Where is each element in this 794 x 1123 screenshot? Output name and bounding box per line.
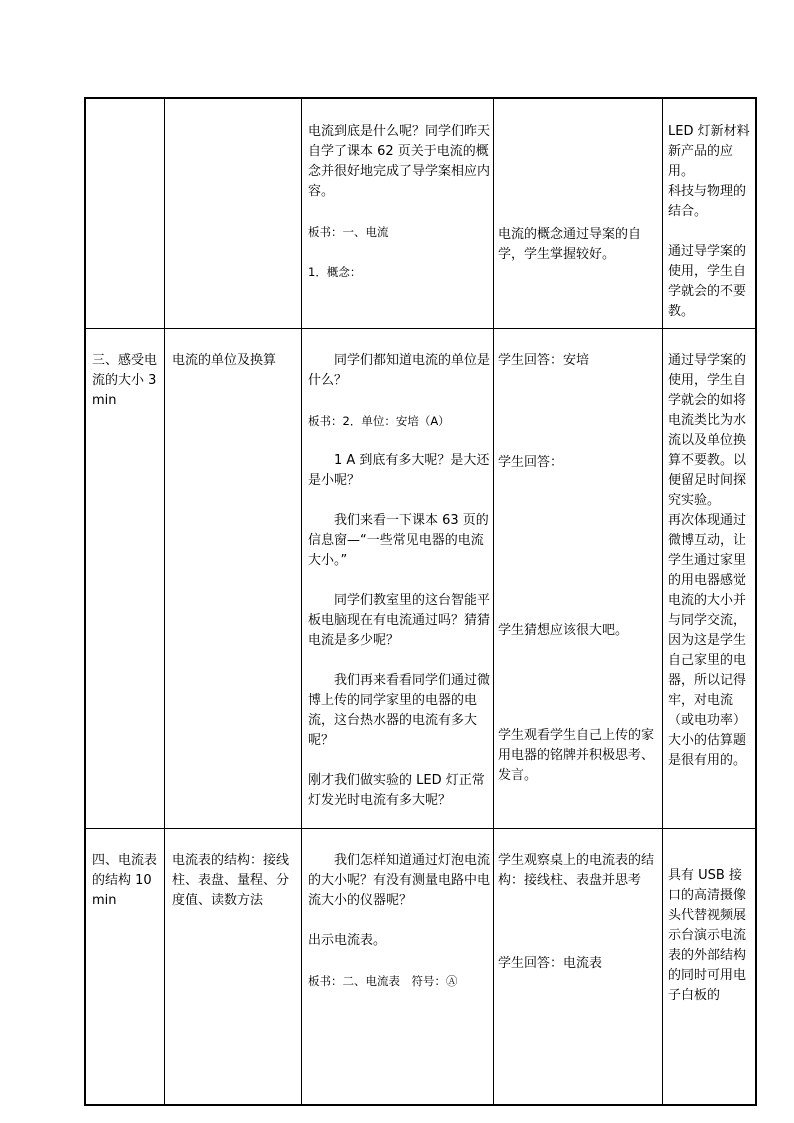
column-divider: [164, 99, 165, 1104]
row2-student-answer: [498, 433, 658, 470]
column-divider: [301, 99, 302, 1104]
row3-content-text: 电流表的结构：接线柱、表盘、量程、分度值、读数方法: [172, 853, 290, 908]
row2-intent-text: 通过导学案的使用，学生自学就会的如将电流类比为水流以及单位换算不要教。以便留足时间探究实验。 再次体现通过微博互动，让学生通过家里的用电器感觉电流的大小并与同学交流，因为这是学生自己家里的电器，所以记得牢，对电流（或电功率）大小的估算题是很有用的。: [668, 353, 747, 768]
row2-teacher-para: 我们来看一下课本 63 页的信息窗—“一些常见电器的电流大小。”: [308, 513, 489, 568]
row3-student-answer: [498, 934, 658, 971]
row2-teacher-para: 我们再来看看同学们通过微博上传的同学家里的电器的电流，这台热水器的电流有多大呢？: [308, 673, 491, 748]
row3-content-cell: [172, 831, 298, 908]
row2-teacher-para: 同学们都知道电流的单位是什么？: [308, 353, 491, 388]
row2-teacher-para: 同学们教室里的这台智能平板电脑现在有电流通过吗？猜猜电流是多少呢？: [308, 593, 491, 648]
row3-teacher-para: 出示电流表。: [308, 933, 387, 948]
column-divider: [493, 99, 494, 1104]
row1-content-cell: [169, 99, 297, 328]
row3-teacher-board-ammeter: 板书：二、电流表 符号：Ⓐ: [308, 974, 458, 988]
row2-student-text: 学生回答：: [498, 455, 564, 470]
row1-teacher-cell: [308, 102, 490, 326]
column-divider: [662, 99, 663, 1104]
row3-student-text: 学生回答：电流表: [498, 956, 603, 971]
row2-stage-cell: [92, 331, 160, 451]
row-divider: [86, 328, 755, 329]
row3-teacher-cell: [308, 831, 491, 988]
row2-teacher-para: 刚才我们做实验的 LED 灯正常灯发光时电流有多大呢？: [308, 773, 485, 808]
row2-teacher-cell: [308, 331, 490, 826]
row1-teacher-board-title: 板书：一、电流: [308, 225, 389, 239]
row3-student-text: 学生观察桌上的电流表的结构：接线柱、表盘并思考: [498, 853, 655, 888]
row1-teacher-board-concept: 1．概念：: [308, 265, 362, 279]
row2-teacher-para: 1 A 到底有多大呢？是大还是小呢？: [308, 453, 490, 488]
row1-intent-cell: [668, 102, 752, 326]
row3-teacher-para: 我们怎样知道通过灯泡电流的大小呢？有没有测量电路中电流大小的仪器呢？: [308, 853, 491, 908]
row3-intent-cell: [668, 846, 752, 1016]
row2-student-guess: [498, 601, 658, 638]
row1-student-cell: [498, 205, 658, 325]
lesson-plan-table: [84, 97, 757, 1106]
row1-intent-text: LED 灯新材料新产品的应用。 科技与物理的结合。 通过导学案的使用，学生自学就会的不要教。: [668, 124, 750, 319]
row2-teacher-board-unit: 板书：2．单位：安培（A）: [308, 414, 450, 428]
row2-student-observe: [498, 706, 658, 783]
row3-stage-text: 四、电流表的结构 10 min: [92, 853, 158, 908]
row2-stage-text: 三、感受电流的大小 3 min: [92, 353, 158, 408]
row2-student-text: 学生观看学生自己上传的家用电器的铭牌并积极思考、发言。: [498, 728, 655, 783]
row3-student-observe: [498, 831, 658, 897]
row3-intent-text: 具有 USB 接口的高清摄像头代替视频展示台演示电流表的外部结构的同时可用电子白板的: [668, 868, 747, 1003]
row2-student-text: 学生猜想应该很大吧。: [498, 623, 629, 638]
row2-student-text: 学生回答：安培: [498, 353, 590, 368]
row1-teacher-para: 电流到底是什么呢？同学们昨天自学了课本 62 页关于电流的概念并很好地完成了导学案相应内容。: [308, 124, 491, 199]
row1-student-text: 电流的概念通过导案的自学，学生掌握较好。: [498, 227, 642, 262]
row2-student-answer-unit: [498, 331, 658, 368]
row3-stage-cell: [92, 831, 160, 908]
row1-stage-cell: [90, 99, 162, 328]
row2-content-text: 电流的单位及换算: [172, 353, 277, 368]
row2-intent-cell: [668, 331, 752, 826]
row2-content-cell: [172, 331, 298, 451]
